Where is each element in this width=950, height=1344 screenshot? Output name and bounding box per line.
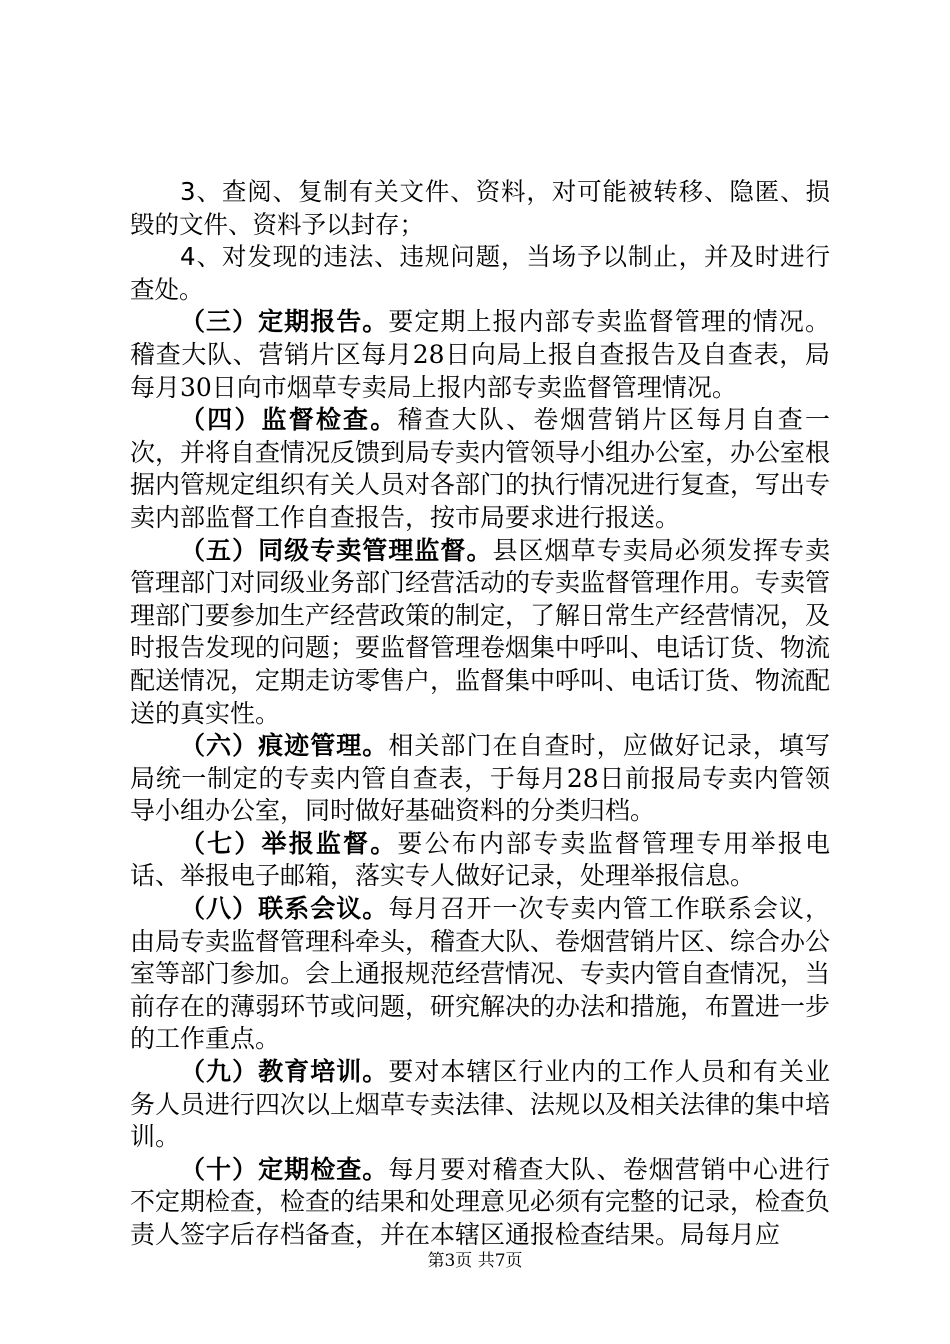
section-heading: （三）定期报告。 [180,307,389,337]
item-text: 3、查阅、复制有关文件、资料，对可能被转移、隐匿、损毁的文件、资料予以封存； [130,177,830,239]
section-heading: （七）举报监督。 [180,828,398,858]
document-body [130,176,830,1252]
list-item [130,176,830,241]
section-text: 相关部门在自查时，应做好记录，填写局统一制定的专卖内管自查表，于每月28日前报局专卖内管领导小组办公室，同时做好基础资料的分类归档。 [130,731,830,826]
section-heading: （五）同级专卖管理监督。 [180,535,493,565]
section-paragraph [130,535,830,731]
section-heading: （八）联系会议。 [180,894,389,924]
section-paragraph [130,893,830,1056]
page-number: 第3页 共7页 [427,1251,523,1271]
section-heading: （十）定期检查。 [180,1154,389,1184]
section-paragraph [130,1056,830,1154]
item-text: 4、对发现的违法、违规问题，当场予以制止，并及时进行查处。 [130,242,830,304]
section-text: 要公布内部专卖监督管理专用举报电话、举报电子邮箱，落实专人做好记录，处理举报信息。 [130,828,830,891]
section-paragraph [130,1154,830,1252]
section-text: 稽查大队、卷烟营销片区每月自查一次，并将自查情况反馈到局专卖内管领导小组办公室，办公室根据内管规定组织有关人员对各部门的执行情况进行复查，写出专卖内部监督工作自查报告，按市局要求进行报送。 [130,405,831,532]
section-paragraph [130,828,830,893]
section-paragraph [130,730,830,828]
section-paragraph [130,404,830,534]
section-text: 县区烟草专卖局必须发挥专卖管理部门对同级业务部门经营活动的专卖监督管理作用。专卖管理部门要参加生产经营政策的制定，了解日常生产经营情况，及时报告发现的问题；要监督管理卷烟集中呼叫、电话订货、物流配送情况，定期走访零售户，监督集中呼叫、电话订货、物流配送的真实性。 [130,535,831,728]
section-heading: （九）教育培训。 [180,1057,389,1087]
section-heading: （四）监督检查。 [180,405,398,435]
list-item [130,241,830,306]
section-text: 要对本辖区行业内的工作人员和有关业务人员进行四次以上烟草专卖法律、法规以及相关法律的集中培训。 [130,1057,831,1152]
section-text: 每月召开一次专卖内管工作联系会议，由局专卖监督管理科牵头，稽查大队、卷烟营销片区、综合办公室等部门参加。会上通报规范经营情况、专卖内管自查情况，当前存在的薄弱环节或问题，研究解决的办法和措施，布置进一步的工作重点。 [130,894,831,1054]
section-paragraph [130,306,830,404]
page-footer [0,1246,950,1271]
section-text: 要定期上报内部专卖监督管理的情况。稽查大队、营销片区每月28日向局上报自查报告及自查表，局每月30日向市烟草专卖局上报内部专卖监督管理情况。 [130,307,830,402]
section-text: 每月要对稽查大队、卷烟营销中心进行不定期检查，检查的结果和处理意见必须有完整的记录，检查负责人签字后存档备查，并在本辖区通报检查结果。局每月应 [130,1154,831,1249]
section-heading: （六）痕迹管理。 [180,731,389,761]
